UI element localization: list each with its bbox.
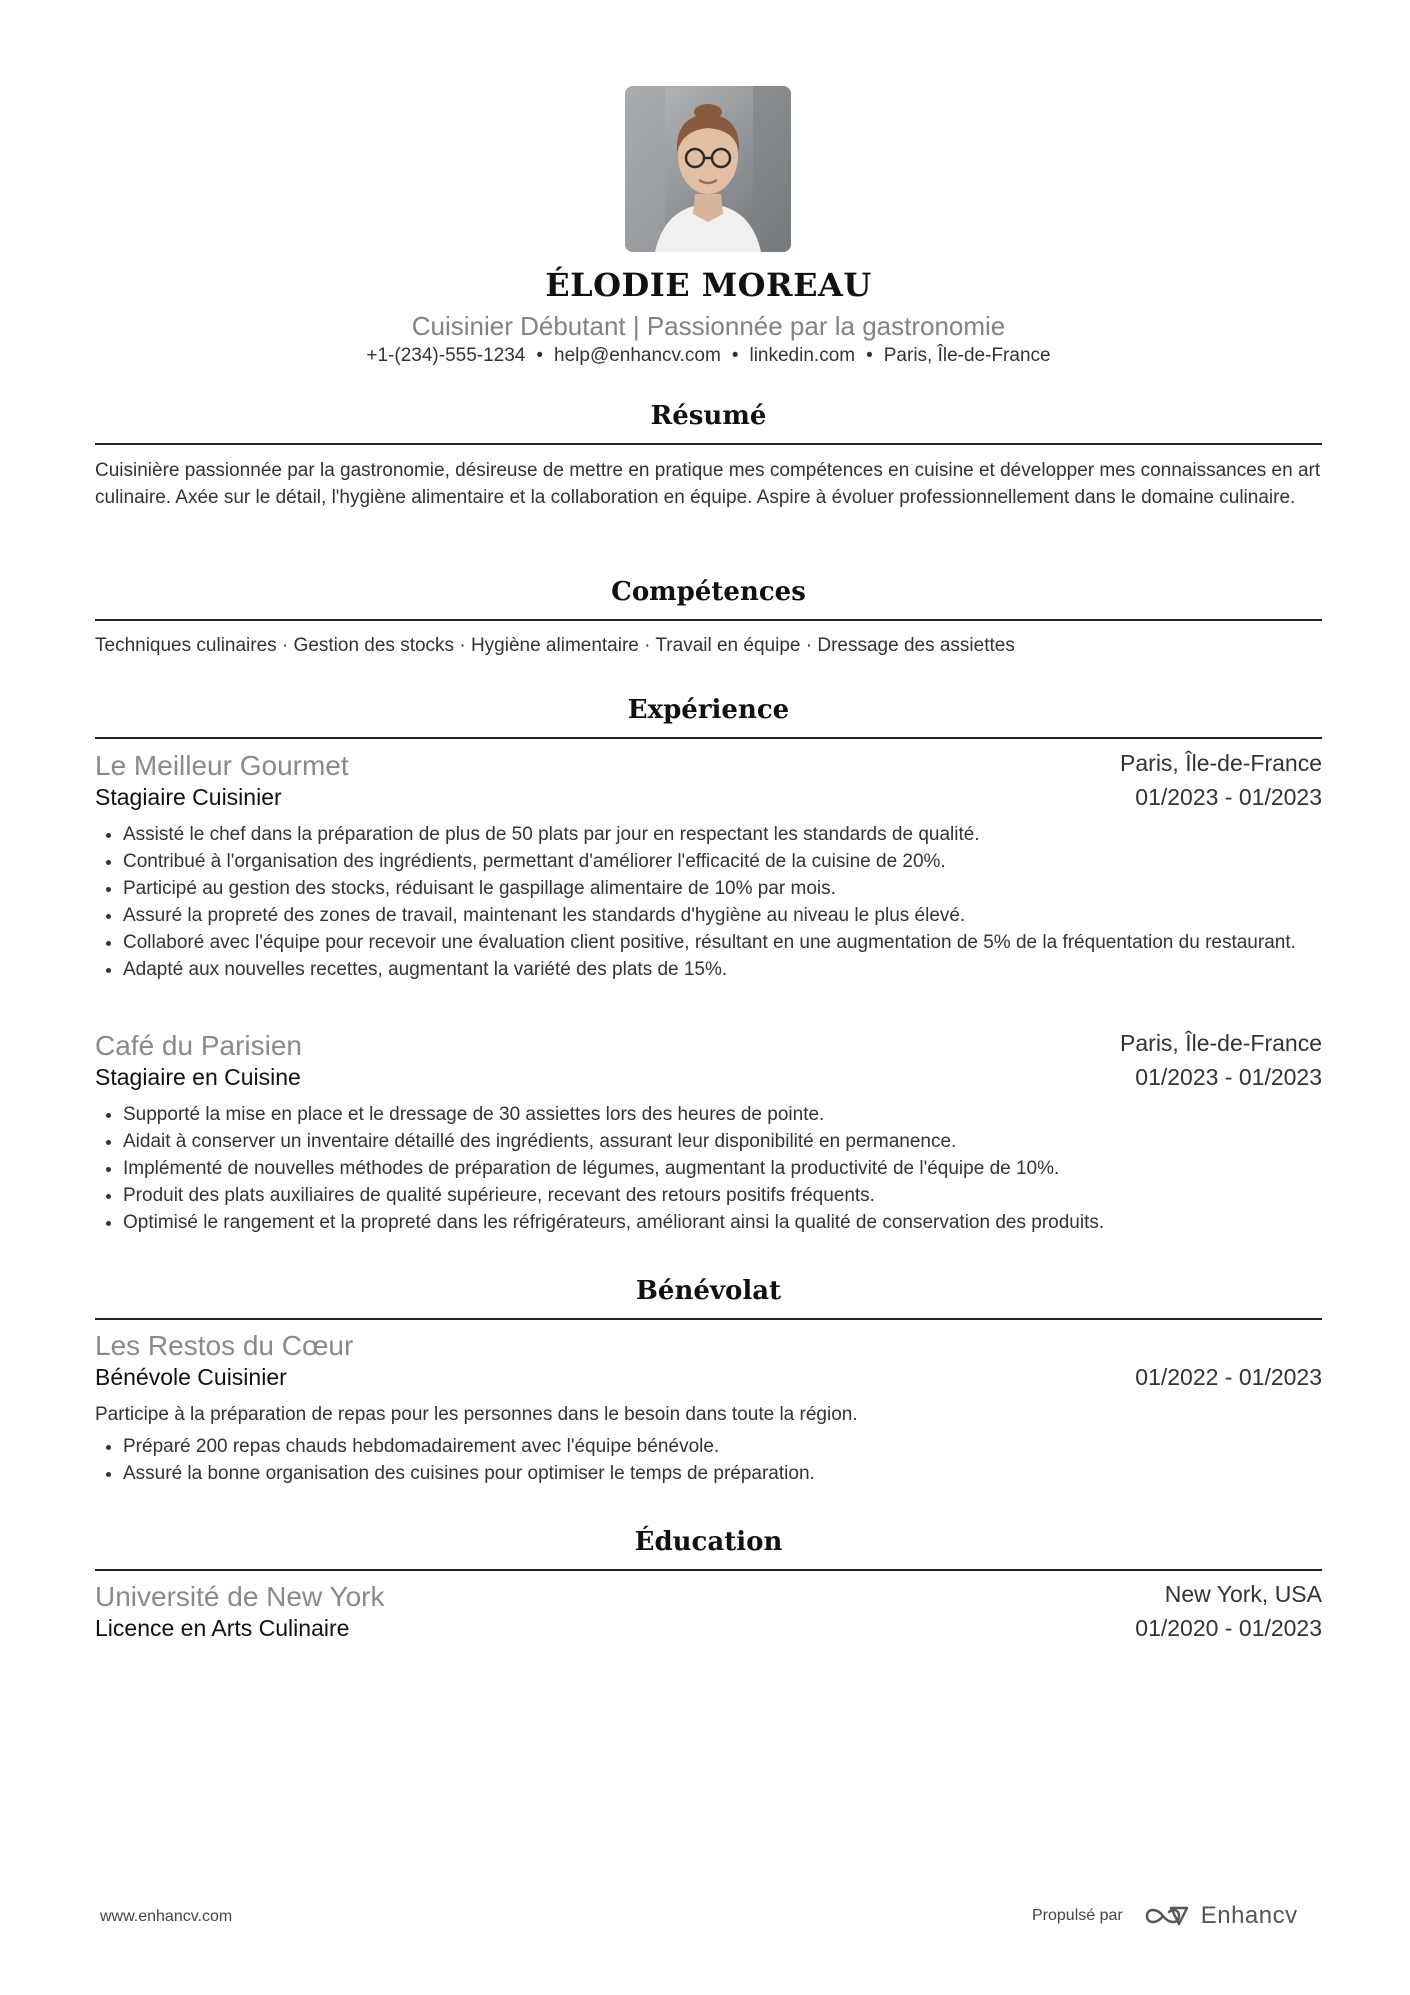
list-item: • Préparé 200 repas chauds hebdomadairement avec l'équipe bénévole.: [123, 1433, 1322, 1460]
section-title-education: Éducation: [634, 1527, 783, 1557]
list-item: • Adapté aux nouvelles recettes, augmentant la variété des plats de 15%.: [123, 956, 1322, 983]
volunteer-description: Participe à la préparation de repas pour les personnes dans le besoin dans toute la région.: [95, 1404, 858, 1425]
job-title: Stagiaire Cuisinier: [95, 784, 282, 810]
section-title-skills: Compétences: [611, 577, 806, 607]
contact-location: Paris, Île-de-France: [883, 345, 1051, 366]
list-item: • Produit des plats auxiliaires de qualité supérieure, recevant des retours positifs fréquents.: [123, 1182, 1322, 1209]
section-title-volunteering: Bénévolat: [635, 1276, 782, 1306]
list-item: • Implémenté de nouvelles méthodes de préparation de légumes, augmentant la productivité de l'équipe de 10%.: [123, 1155, 1322, 1182]
section-title-summary: Résumé: [650, 401, 767, 431]
job-dates: 01/2023 - 01/2023: [1135, 1064, 1322, 1090]
volunteer-dates: 01/2022 - 01/2023: [1135, 1364, 1322, 1390]
footer-powered-by[interactable]: [1032, 1898, 1298, 1934]
contact-separator: •: [536, 345, 544, 366]
school-name: Université de New York: [95, 1581, 385, 1612]
contact-separator: •: [866, 345, 873, 366]
list-item: • Optimisé le rangement et la propreté dans les réfrigérateurs, améliorant ainsi la qualité de conservation des produits.: [123, 1209, 1322, 1236]
list-item: • Participé au gestion des stocks, réduisant le gaspillage alimentaire de 10% par mois.: [123, 875, 1322, 902]
resume-page: [95, 0, 1322, 1995]
job-location: Paris, Île-de-France: [1120, 750, 1322, 776]
summary-text: Cuisinière passionnée par la gastronomie, désireuse de mettre en pratique mes compétences en cuisine et développer mes connaissances en art culinaire. Axée sur le détail, l'hygiène alimentaire et la collaboration en équipe. Aspire à évoluer professionnellement dans le domaine culinaire.: [95, 460, 1321, 508]
list-item: • Assisté le chef dans la préparation de plus de 50 plats par jour en respectant les standards de qualité.: [123, 821, 1322, 848]
section-divider: [95, 1318, 1322, 1320]
profile-photo: [625, 86, 791, 252]
job-location: Paris, Île-de-France: [1120, 1030, 1322, 1056]
candidate-tagline: Cuisinier Débutant | Passionnée par la gastronomie: [411, 311, 1006, 341]
list-item: • Assuré la propreté des zones de travail, maintenant les standards d'hygiène au niveau le plus élevé.: [123, 902, 1322, 929]
job-dates: 01/2023 - 01/2023: [1135, 784, 1322, 810]
volunteer-role: Bénévole Cuisinier: [95, 1364, 287, 1390]
job-title: Stagiaire en Cuisine: [95, 1064, 301, 1090]
contact-line: [95, 345, 1322, 367]
section-divider: [95, 443, 1322, 445]
contact-separator: •: [731, 345, 739, 366]
contact-linkedin: linkedin.com: [749, 345, 856, 366]
skills-text: Techniques culinaires · Gestion des stocks · Hygiène alimentaire · Travail en équipe · Dressage des assiettes: [95, 635, 1015, 656]
list-item: • Assuré la bonne organisation des cuisines pour optimiser le temps de préparation.: [123, 1460, 1322, 1487]
section-divider: [95, 1569, 1322, 1571]
education-dates: 01/2020 - 01/2023: [1135, 1615, 1322, 1641]
powered-by-label: Propulsé par: [1032, 1907, 1123, 1924]
volunteer-bullets: [95, 1433, 1322, 1487]
company-name: Le Meilleur Gourmet: [95, 750, 349, 781]
footer-url[interactable]: www.enhancv.com: [100, 1908, 233, 1925]
enhancv-logo-icon: [1143, 1902, 1191, 1930]
degree-name: Licence en Arts Culinaire: [95, 1615, 350, 1641]
list-item: • Contribué à l'organisation des ingrédients, permettant d'améliorer l'efficacité de la cuisine de 20%.: [123, 848, 1322, 875]
profile-photo-illustration: [625, 86, 791, 252]
organization-name: Les Restos du Cœur: [95, 1330, 354, 1361]
enhancv-logo-text: Enhancv: [1200, 1902, 1298, 1929]
experience-bullets: [95, 821, 1322, 983]
school-location: New York, USA: [1164, 1581, 1322, 1607]
candidate-name: ÉLODIE MOREAU: [545, 266, 872, 304]
section-divider: [95, 619, 1322, 621]
contact-email: help@enhancv.com: [554, 345, 721, 366]
section-divider: [95, 737, 1322, 739]
list-item: • Supporté la mise en place et le dressage de 30 assiettes lors des heures de pointe.: [123, 1101, 1322, 1128]
list-item: • Collaboré avec l'équipe pour recevoir une évaluation client positive, résultant en une augmentation de 5% de la fréquentation du restaurant.: [123, 929, 1322, 956]
experience-bullets: [95, 1101, 1322, 1236]
list-item: • Aidait à conserver un inventaire détaillé des ingrédients, assurant leur disponibilité en permanence.: [123, 1128, 1322, 1155]
contact-phone: +1-(234)-555-1234: [366, 345, 526, 366]
section-title-experience: Expérience: [627, 695, 790, 725]
company-name: Café du Parisien: [95, 1030, 303, 1061]
